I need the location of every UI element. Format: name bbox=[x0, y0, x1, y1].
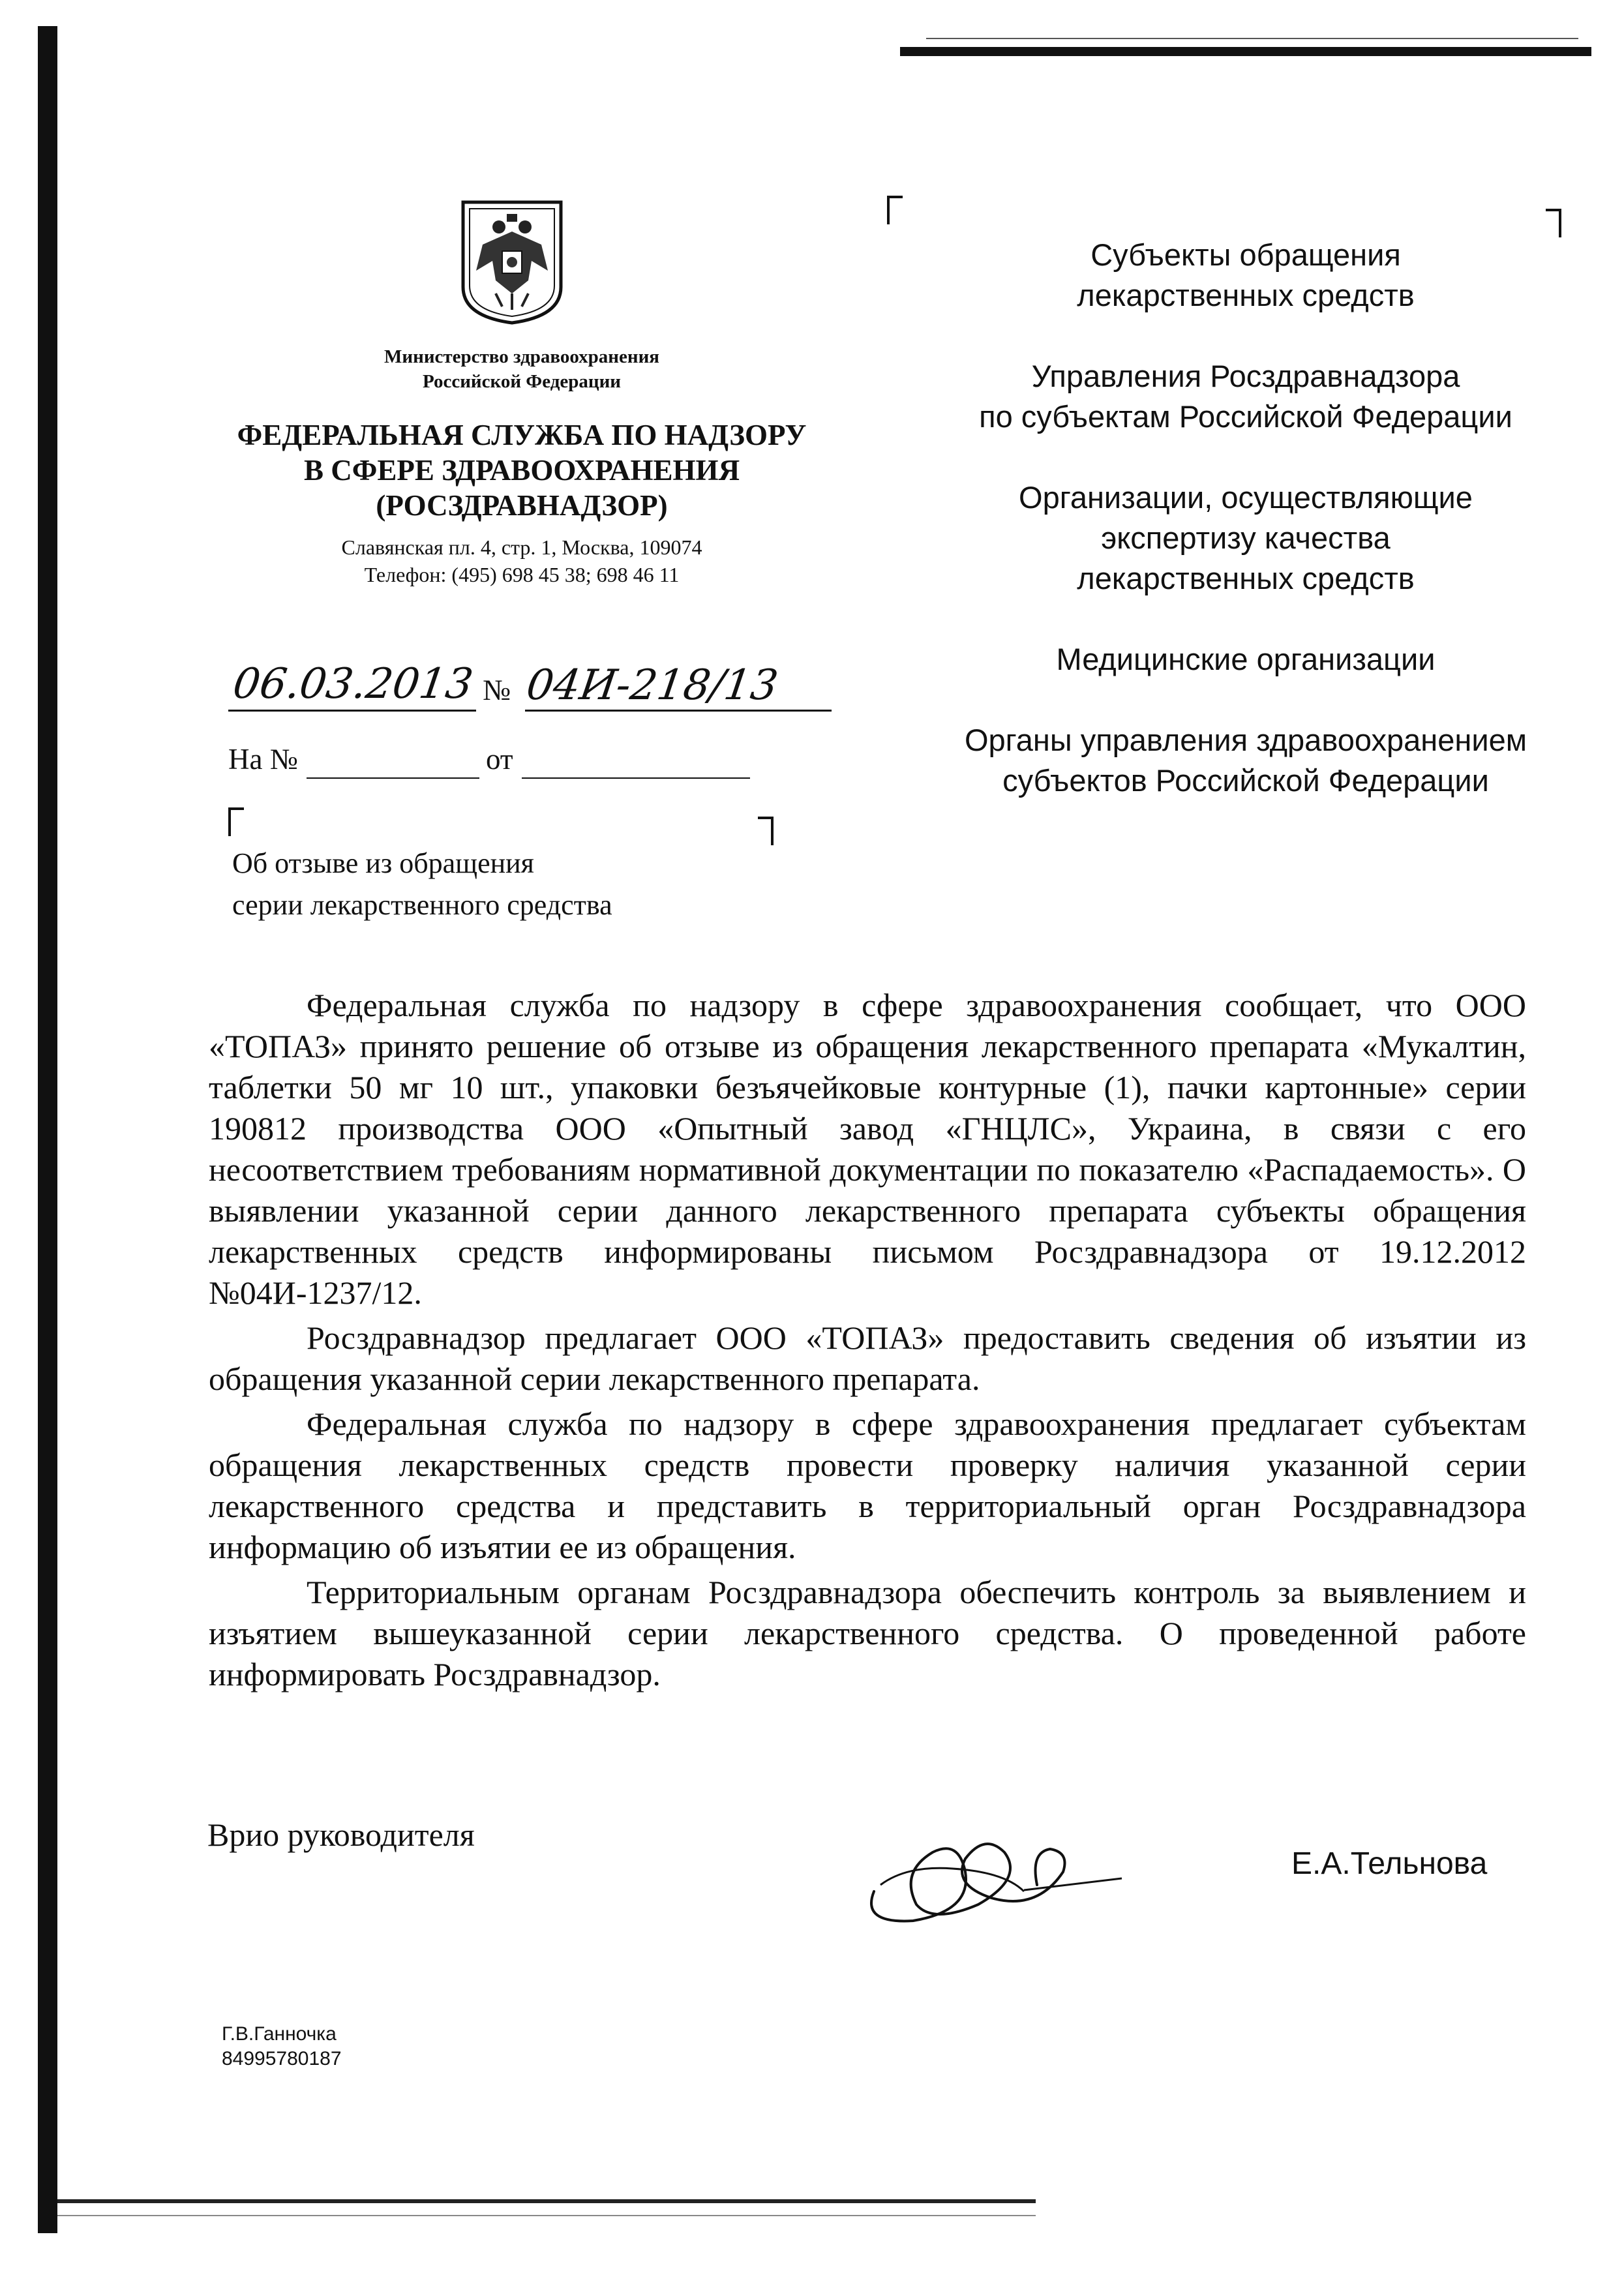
executor-phone: 84995780187 bbox=[222, 2048, 342, 2069]
body-paragraph-1: Федеральная служба по надзору в сфере здравоохранения сообщает, что ООО «ТОПАЗ» принято решение об отзыве из обращения лекарственного препарата «Мукалтин, таблетки 50 мг 10 шт., упаковки безъячейковые контурные (1), пачки картонные» серии 190812 производства ООО «Опытный завод «ГНЦЛС», Украина, в связи с его несоответствием требованиям нормативной документации по показателю «Распадаемость». О выявлении указанной серии данного лекарственного препарата субъекты обращения лекарственных средств информированы письмом Росздравнадзора от 19.12.2012 №04И-1237/12. bbox=[209, 987, 1526, 1311]
scan-edge-top-thin bbox=[926, 38, 1578, 39]
reply-number-label: На № bbox=[228, 743, 298, 775]
addressee-list bbox=[933, 235, 1559, 841]
letter-body bbox=[209, 985, 1526, 1699]
ministry-name bbox=[287, 344, 757, 394]
addressee-line: лекарственных средств bbox=[1077, 278, 1415, 312]
addressee-group bbox=[933, 356, 1559, 437]
number-underline bbox=[525, 710, 832, 712]
service-name bbox=[196, 417, 848, 523]
addressee-line: экспертизу качества bbox=[1101, 520, 1391, 555]
handwritten-signature bbox=[854, 1813, 1128, 1944]
addressee-group bbox=[933, 639, 1559, 680]
body-paragraph-4: Территориальным органам Росздравнадзора обеспечить контроль за выявлением и изъятием вышеуказанной серии лекарственного средства. О проведенной работе информировать Росздравнадзор. bbox=[209, 1574, 1526, 1692]
corner-mark-top-right bbox=[1546, 209, 1561, 237]
scan-edge-left bbox=[38, 26, 57, 2233]
addressee-line: Организации, осуществляющие bbox=[1019, 480, 1473, 515]
scan-edge-bottom bbox=[57, 2199, 1036, 2203]
scan-edge-bottom-thin bbox=[57, 2215, 1036, 2216]
addressee-group bbox=[933, 477, 1559, 599]
letter-subject bbox=[232, 843, 612, 926]
addressee-line: Медицинские организации bbox=[1056, 642, 1436, 676]
body-paragraph-3: Федеральная служба по надзору в сфере здравоохранения предлагает субъектам обращения лекарственных средств провести проверку наличия указанной серии лекарственного средства и представить в территориальный орган Росздравнадзора информацию об изъятии ее из обращения. bbox=[209, 1406, 1526, 1565]
service-line-2: В СФЕРЕ ЗДРАВООХРАНЕНИЯ bbox=[303, 454, 740, 487]
registration-number: 04И-218/13 bbox=[523, 661, 781, 710]
ministry-line-2: Российской Федерации bbox=[422, 371, 621, 392]
addressee-line: субъектов Российской Федерации bbox=[1002, 763, 1489, 798]
registration-date: 06.03.2013 bbox=[230, 660, 476, 708]
addressee-line: по субъектам Российской Федерации bbox=[979, 399, 1512, 434]
reply-number-blank bbox=[307, 777, 479, 779]
service-line-1: ФЕДЕРАЛЬНАЯ СЛУЖБА ПО НАДЗОРУ bbox=[237, 419, 807, 451]
signer-name: Е.А.Тельнова bbox=[1291, 1846, 1488, 1881]
subject-line-2: серии лекарственного средства bbox=[232, 889, 612, 921]
reply-date-blank bbox=[522, 777, 750, 779]
addressee-group bbox=[933, 235, 1559, 316]
scan-edge-top bbox=[900, 47, 1591, 56]
corner-mark-top-left bbox=[887, 196, 903, 224]
sender-address bbox=[222, 534, 822, 588]
address-line-1: Славянская пл. 4, стр. 1, Москва, 109074 bbox=[341, 535, 702, 559]
subject-line-1: Об отзыве из обращения bbox=[232, 847, 534, 879]
executor-name: Г.В.Ганночка bbox=[222, 2023, 337, 2045]
addressee-line: Управления Росздравнадзора bbox=[1031, 359, 1460, 393]
coat-of-arms-icon bbox=[457, 196, 567, 326]
addressee-line: Субъекты обращения bbox=[1090, 237, 1401, 272]
address-line-2: Телефон: (495) 698 45 38; 698 46 11 bbox=[364, 563, 680, 586]
reply-from-label: от bbox=[486, 743, 513, 775]
subject-corner-right bbox=[758, 817, 774, 845]
service-line-3: (РОСЗДРАВНАДЗОР) bbox=[376, 489, 668, 522]
subject-corner-left bbox=[228, 807, 244, 836]
body-paragraph-2: Росздравнадзор предлагает ООО «ТОПАЗ» предоставить сведения об изъятии из обращения указанной серии лекарственного препарата. bbox=[209, 1319, 1526, 1397]
addressee-line: Органы управления здравоохранением bbox=[964, 723, 1527, 757]
executor-info bbox=[222, 2022, 342, 2071]
date-underline bbox=[228, 710, 476, 712]
addressee-line: лекарственных средств bbox=[1077, 561, 1415, 595]
number-label: № bbox=[483, 674, 511, 706]
addressee-group bbox=[933, 720, 1559, 801]
ministry-line-1: Министерство здравоохранения bbox=[384, 346, 659, 367]
signer-title: Врио руководителя bbox=[207, 1816, 475, 1853]
